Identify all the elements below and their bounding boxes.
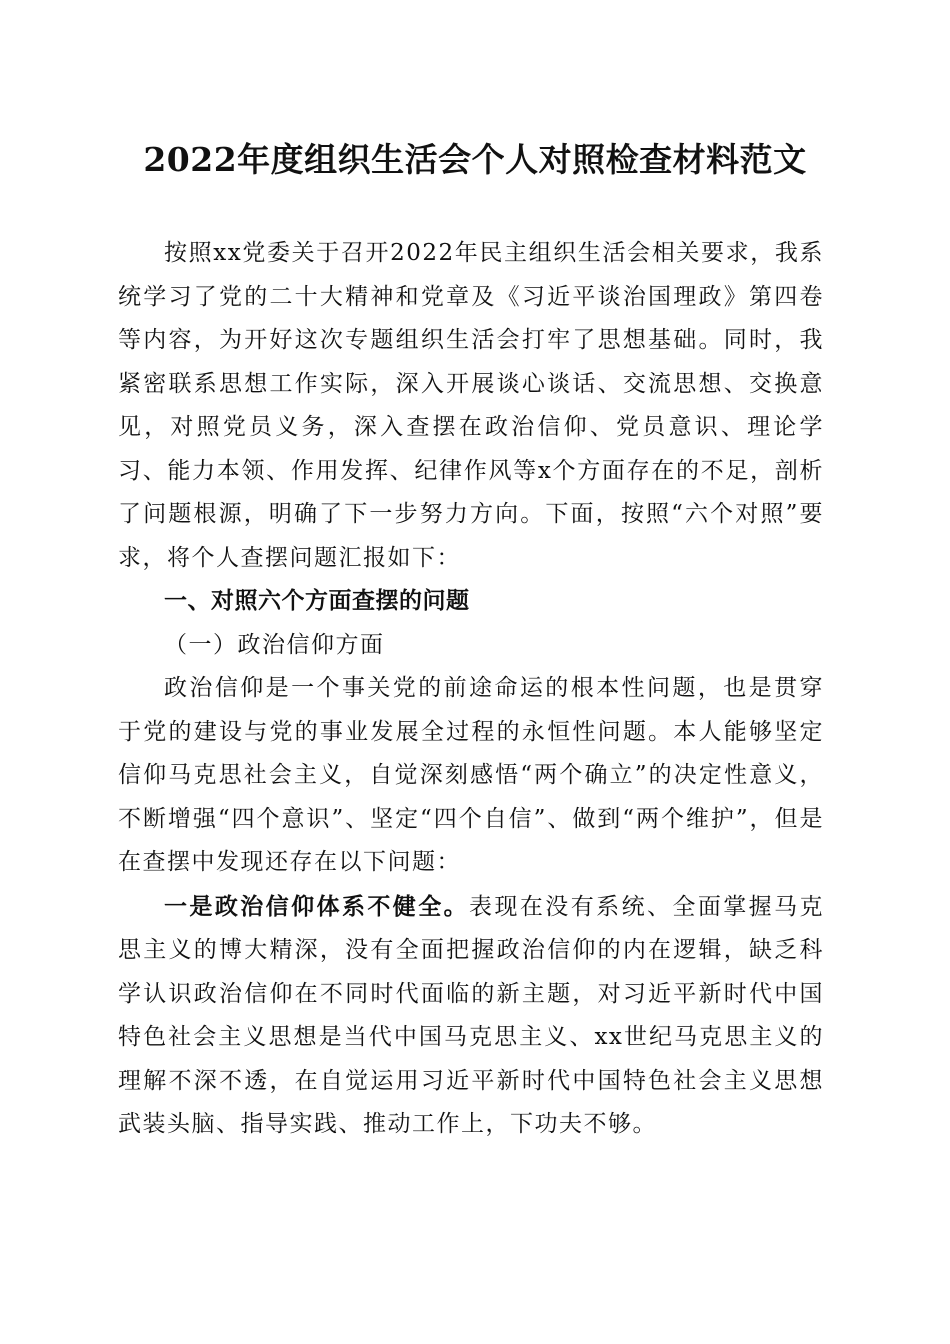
subsection-paragraph: 政治信仰是一个事关党的前途命运的根本性问题，也是贯穿于党的建设与党的事业发展全过程的永恒性问题。本人能够坚定信仰马克思社会主义，自觉深刻感悟“两个确立”的决定性意义，不断增强“四个意识”、坚定“四个自信”、做到“两个维护”，但是在查摆中发现还存在以下问题：: [118, 675, 824, 875]
section-heading: 一、对照六个方面查摆的问题: [164, 588, 470, 614]
subsection-heading: （一）政治信仰方面: [164, 631, 385, 658]
point-lead: 一是政治信仰体系不健全。: [164, 892, 470, 920]
intro-paragraph: 按照xx党委关于召开2022年民主组织生活会相关要求，我系统学习了党的二十大精神和党章及《习近平谈治国理政》第四卷等内容，为开好这次专题组织生活会打牢了思想基础。同时，我紧密联系思想工作实际，深入开展谈心谈话、交流思想、交换意见，对照党员义务，深入查摆在政治信仰、党员意识、理论学习、能力本领、作用发挥、纪律作风等x个方面存在的不足，剖析了问题根源，明确了下一步努力方向。下面，按照“六个对照”要求，将个人查摆问题汇报如下：: [118, 240, 824, 571]
point-paragraph: [118, 885, 824, 1147]
document-body: [118, 232, 824, 1147]
point-body: 表现在没有系统、全面掌握马克思主义的博大精深，没有全面把握政治信仰的内在逻辑，缺乏科学认识政治信仰在不同时代面临的新主题，对习近平新时代中国特色社会主义思想是当代中国马克思主义、xx世纪马克思主义的理解不深不透，在自觉运用习近平新时代中国特色社会主义思想武装头脑、指导实践、推动工作上，下功夫不够。: [118, 893, 825, 1137]
document-title: 2022年度组织生活会个人对照检查材料范文: [143, 140, 807, 179]
